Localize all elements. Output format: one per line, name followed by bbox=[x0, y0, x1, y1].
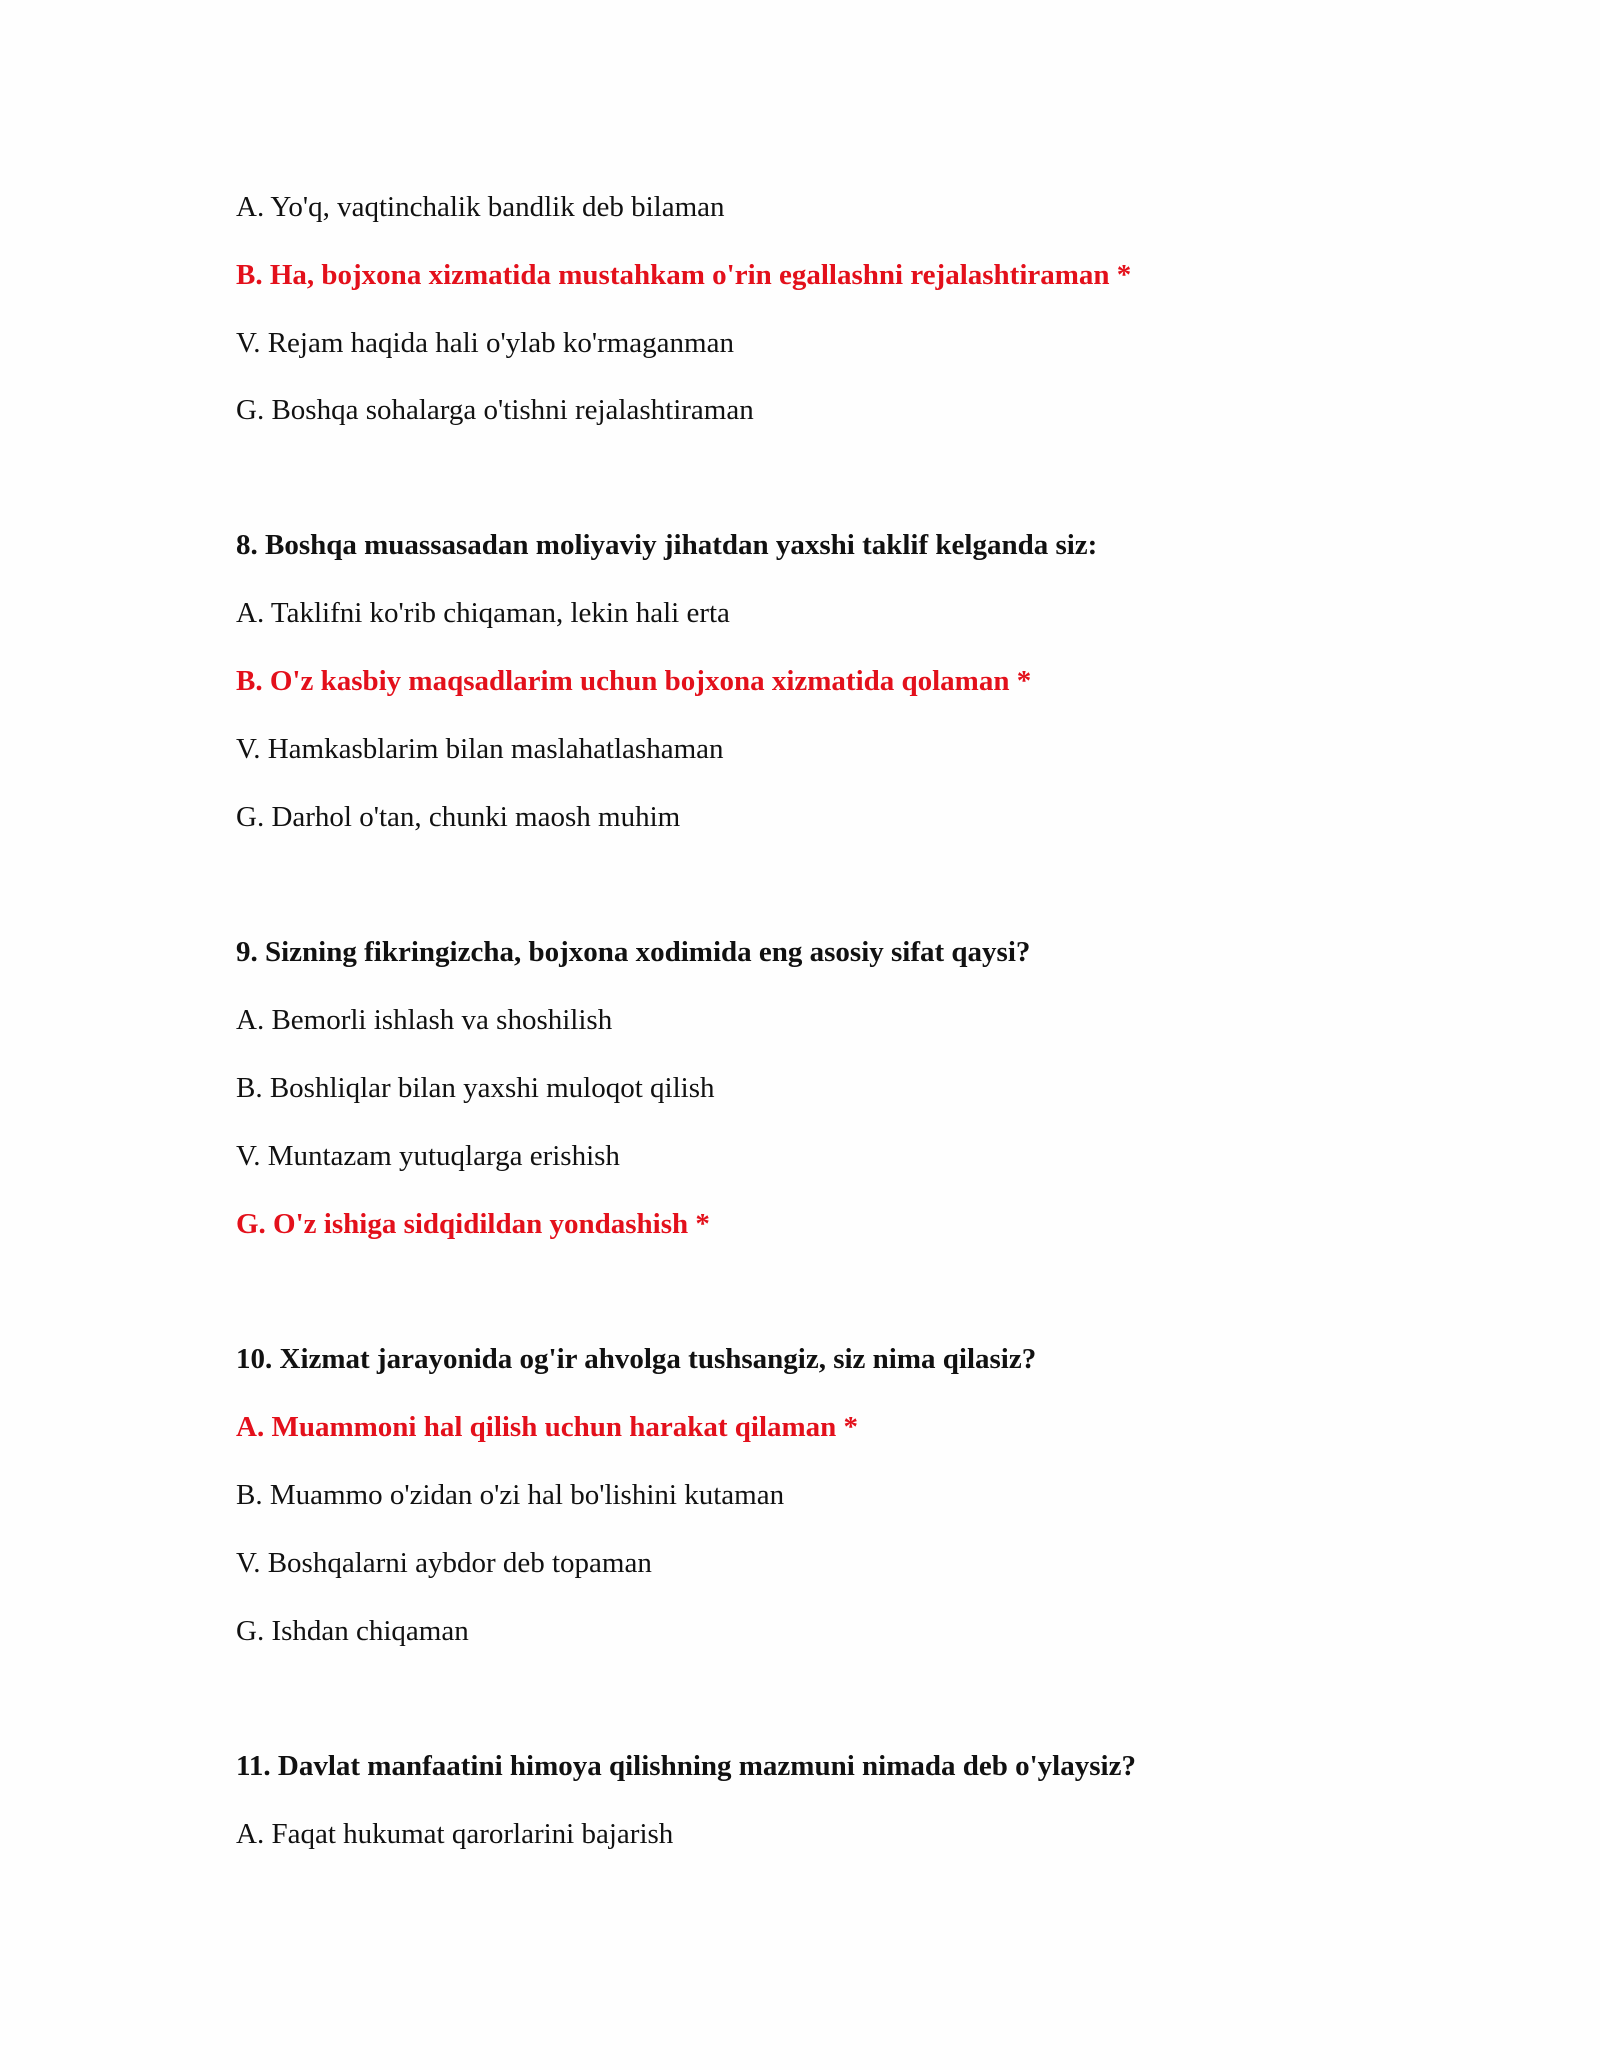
question-9: 9. Sizning fikringizcha, bojxona xodimida eng asosiy sifat qaysi? bbox=[236, 936, 1031, 968]
q7-option-v: V. Rejam haqida hali o'ylab ko'rmaganman bbox=[236, 327, 734, 359]
q10-option-g: G. Ishdan chiqaman bbox=[236, 1615, 469, 1647]
q8-option-b-correct: B. O'z kasbiy maqsadlarim uchun bojxona xizmatida qolaman * bbox=[236, 665, 1032, 697]
q10-option-a-correct: A. Muammoni hal qilish uchun harakat qilaman * bbox=[236, 1411, 859, 1443]
q8-option-g: G. Darhol o'tan, chunki maosh muhim bbox=[236, 801, 681, 833]
q9-option-v: V. Muntazam yutuqlarga erishish bbox=[236, 1140, 620, 1172]
q10-option-v: V. Boshqalarni aybdor deb topaman bbox=[236, 1547, 652, 1579]
q11-option-a: A. Faqat hukumat qarorlarini bajarish bbox=[236, 1818, 674, 1850]
q7-option-a: A. Yo'q, vaqtinchalik bandlik deb bilaman bbox=[236, 191, 725, 223]
question-8: 8. Boshqa muassasadan moliyaviy jihatdan yaxshi taklif kelganda siz: bbox=[236, 529, 1098, 561]
question-10: 10. Xizmat jarayonida og'ir ahvolga tushsangiz, siz nima qilasiz? bbox=[236, 1343, 1037, 1375]
question-11: 11. Davlat manfaatini himoya qilishning mazmuni nimada deb o'ylaysiz? bbox=[236, 1750, 1136, 1782]
q8-option-v: V. Hamkasblarim bilan maslahatlashaman bbox=[236, 733, 724, 765]
q9-option-a: A. Bemorli ishlash va shoshilish bbox=[236, 1004, 613, 1036]
q8-option-a: A. Taklifni ko'rib chiqaman, lekin hali erta bbox=[236, 597, 730, 629]
q7-option-b-correct: B. Ha, bojxona xizmatida mustahkam o'rin egallashni rejalashtiraman * bbox=[236, 259, 1132, 291]
q10-option-b: B. Muammo o'zidan o'zi hal bo'lishini kutaman bbox=[236, 1479, 785, 1511]
q9-option-b: B. Boshliqlar bilan yaxshi muloqot qilish bbox=[236, 1072, 715, 1104]
q7-option-g: G. Boshqa sohalarga o'tishni rejalashtiraman bbox=[236, 394, 754, 426]
q9-option-g-correct: G. O'z ishiga sidqidildan yondashish * bbox=[236, 1208, 710, 1240]
